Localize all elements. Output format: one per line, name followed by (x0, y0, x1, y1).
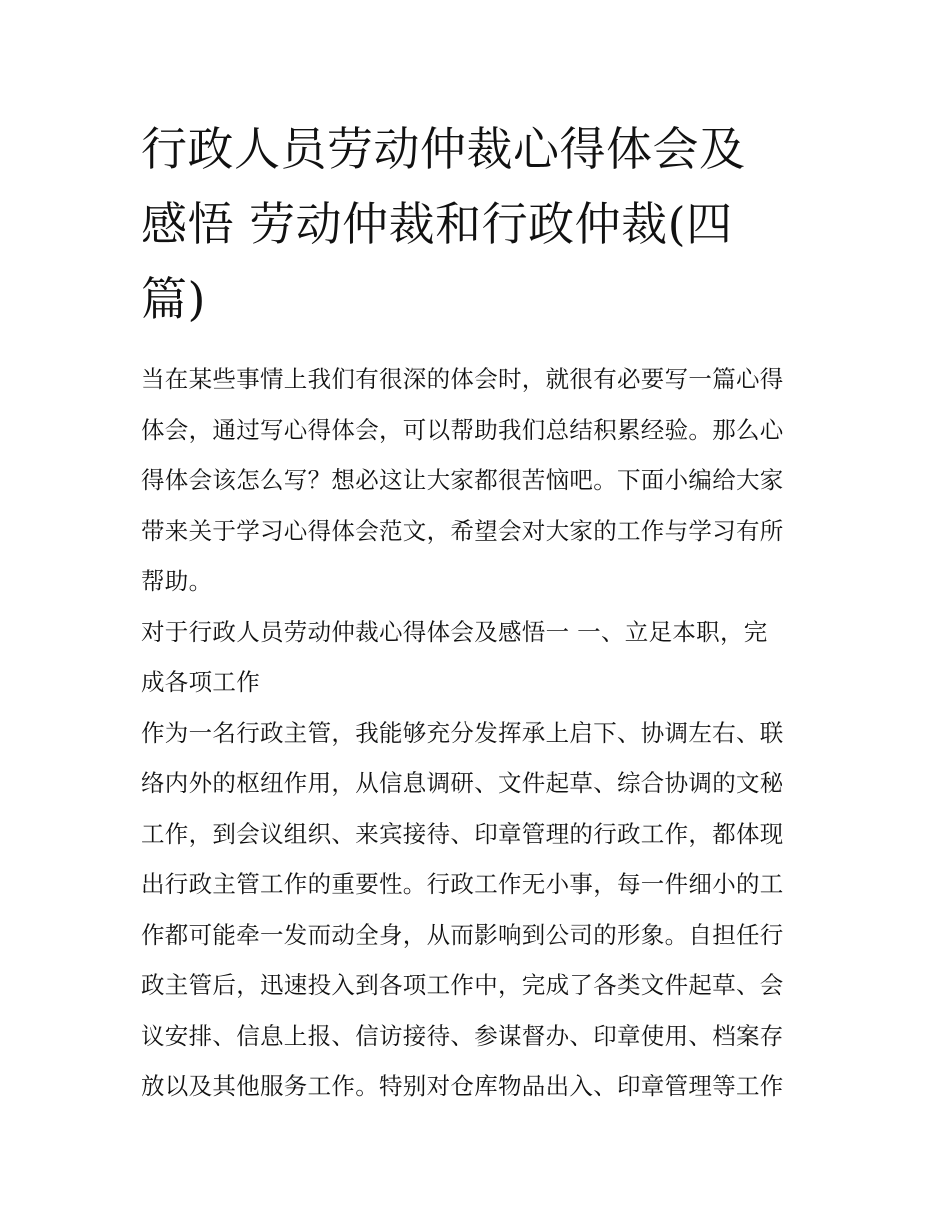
section-heading-line: 成各项工作 (141, 668, 260, 696)
body-text-line: 带来关于学习心得体会范文，希望会对大家的工作与学习有所 (141, 516, 784, 545)
body-text-line: 体会，通过写心得体会，可以帮助我们总结积累经验。那么心 (141, 415, 784, 444)
document-title (141, 112, 813, 337)
section-heading-line: 对于行政人员劳动仲裁心得体会及感悟一 一、立足本职，完 (141, 617, 768, 646)
title-line: 篇) (141, 272, 206, 326)
body-text-line: 络内外的枢纽作用，从信息调研、文件起草、综合协调的文秘 (141, 769, 784, 797)
body-text-line: 工作，到会议组织、来宾接待、印章管理的行政工作，都体现 (141, 819, 784, 848)
body-text-line: 政主管后，迅速投入到各项工作中，完成了各类文件起草、会 (141, 971, 784, 999)
body-text-line: 出行政主管工作的重要性。行政工作无小事，每一件细小的工 (141, 870, 784, 898)
body-text-line: 放以及其他服务工作。特别对仓库物品出入、印章管理等工作 (141, 1072, 784, 1100)
body-text-line: 议安排、信息上报、信访接待、参谋督办、印章使用、档案存 (141, 1021, 784, 1050)
body-text-line: 得体会该怎么写？想必这让大家都很苦恼吧。下面小编给大家 (141, 466, 784, 494)
document-body (141, 354, 813, 1112)
body-text-line: 作为一名行政主管，我能够充分发挥承上启下、协调左右、联 (141, 718, 784, 747)
document-page (141, 112, 813, 1112)
body-text-line: 帮助。 (141, 567, 213, 595)
body-text-line: 当在某些事情上我们有很深的体会时，就很有必要写一篇心得 (141, 365, 784, 393)
title-line: 行政人员劳动仲裁心得体会及 (141, 122, 746, 176)
body-text-line: 作都可能牵一发而动全身，从而影响到公司的形象。自担任行 (141, 920, 784, 949)
title-line: 感悟 劳动仲裁和行政仲裁(四 (141, 197, 733, 251)
